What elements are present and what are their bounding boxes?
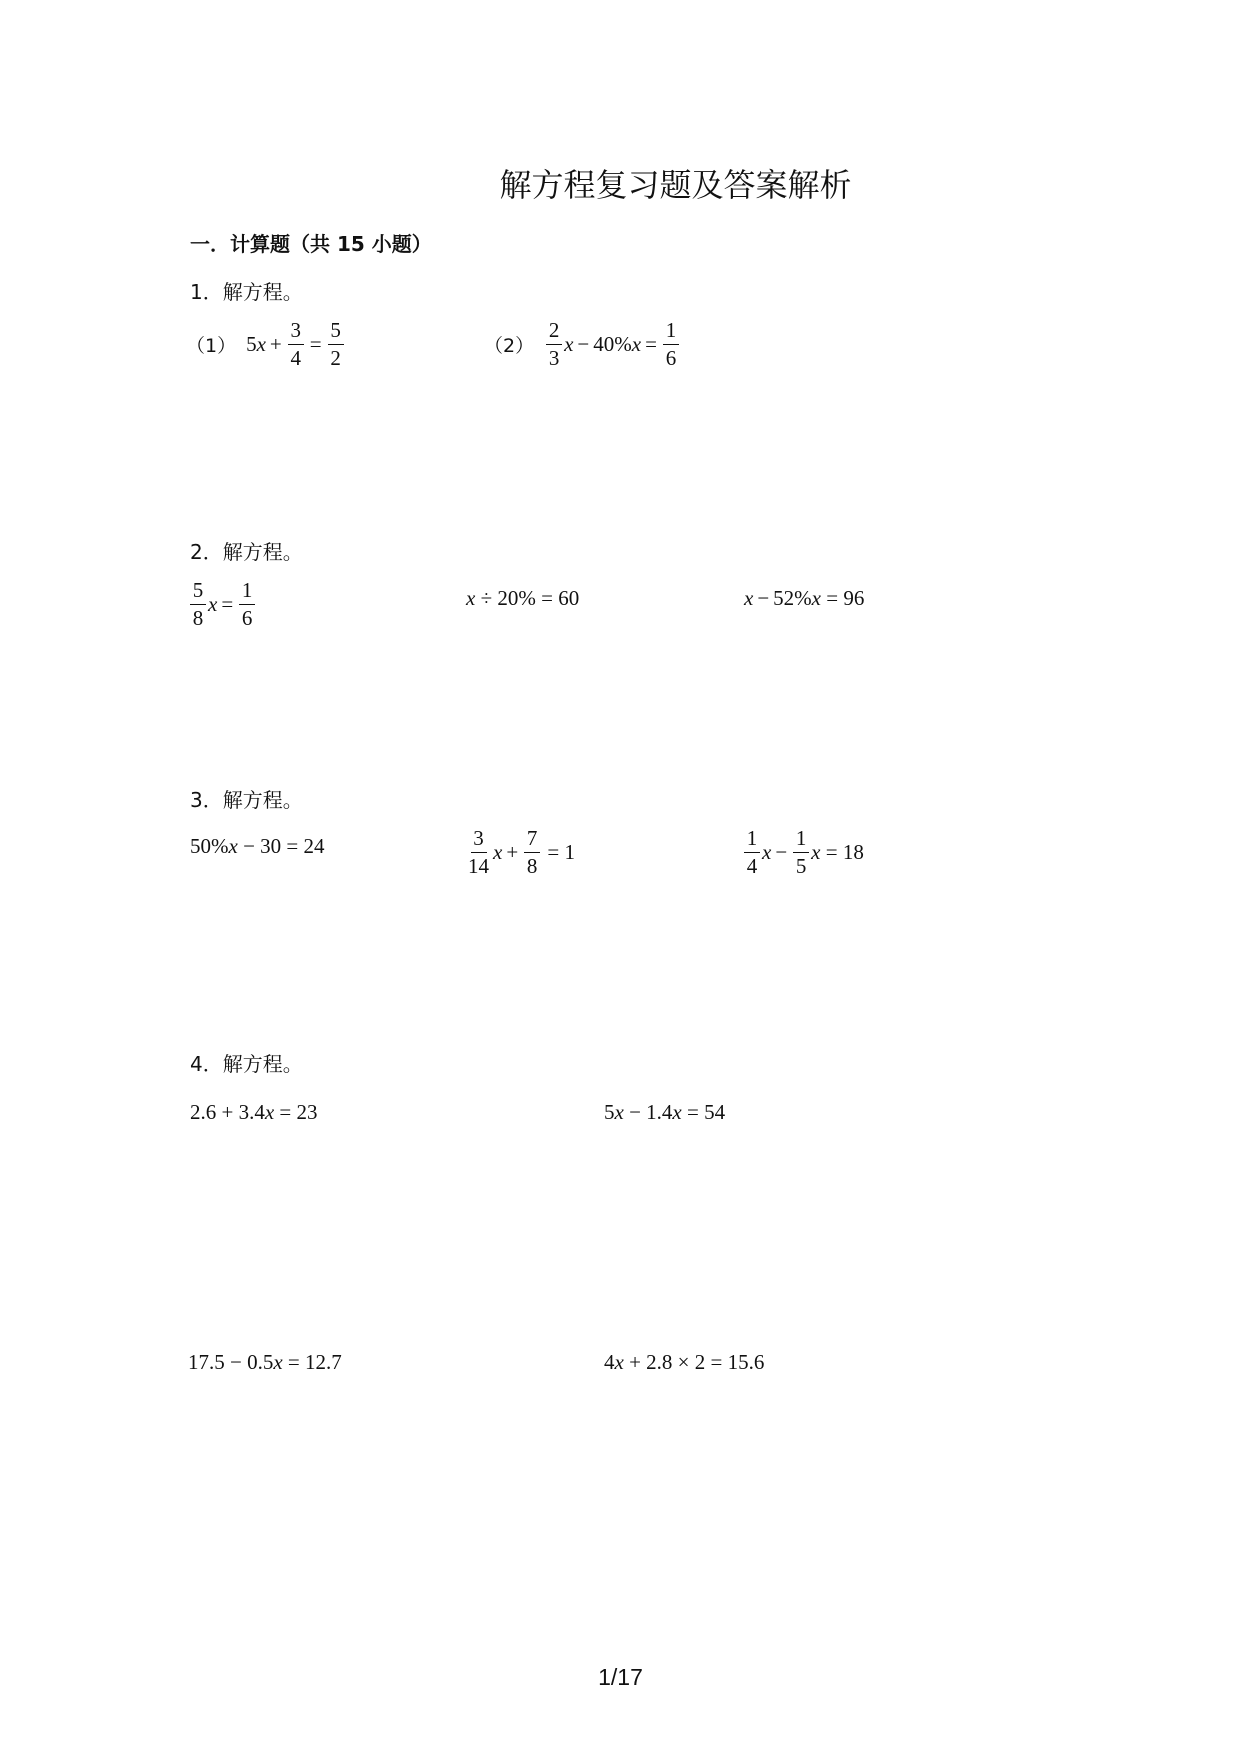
- denominator: 3: [548, 346, 560, 370]
- equation-part: 17.5 − 0.5: [188, 1350, 274, 1374]
- fraction: [328, 320, 344, 369]
- denominator: 6: [241, 606, 253, 630]
- equation-rest: = 54: [687, 1100, 726, 1124]
- variable: x: [273, 1350, 283, 1374]
- equation-rest: ÷ 20% = 60: [480, 586, 580, 610]
- question-3-equation-3: [742, 828, 864, 877]
- fraction: [546, 320, 562, 369]
- coefficient: 5: [246, 332, 257, 356]
- question-2-equation-2: [466, 586, 579, 611]
- fraction: [190, 580, 206, 629]
- fraction: [744, 828, 760, 877]
- variable: x: [744, 586, 754, 610]
- operator: =: [309, 332, 322, 356]
- question-4-equation-1: [190, 1100, 318, 1125]
- variable: x: [256, 332, 266, 356]
- percent: 52%: [773, 586, 812, 610]
- equation-part: 5: [604, 1100, 615, 1124]
- fraction: [524, 828, 540, 877]
- percent: 50%: [190, 834, 229, 858]
- variable: x: [672, 1100, 682, 1124]
- equation-rest: + 2.8 × 2 = 15.6: [629, 1350, 765, 1374]
- question-2-equation-1: [188, 580, 257, 629]
- variable: x: [228, 834, 238, 858]
- equation-part: − 1.4: [629, 1100, 673, 1124]
- section-heading: 一．计算题（共 15 小题）: [190, 232, 432, 256]
- equation-rest: = 23: [279, 1100, 318, 1124]
- operator: −: [757, 586, 770, 610]
- numerator: 1: [663, 320, 679, 345]
- question-1-heading: 1．解方程。: [190, 280, 303, 304]
- question-3-heading: 3．解方程。: [190, 788, 303, 812]
- equation-label: （2）: [484, 335, 535, 357]
- variable: x: [762, 840, 772, 864]
- variable: x: [614, 1100, 624, 1124]
- numerator: 1: [239, 580, 255, 605]
- numerator: 7: [524, 828, 540, 853]
- denominator: 8: [526, 854, 538, 878]
- variable: x: [564, 332, 574, 356]
- question-4-heading: 4．解方程。: [190, 1052, 303, 1076]
- numerator: 3: [288, 320, 304, 345]
- operator: −: [775, 840, 788, 864]
- numerator: 3: [471, 828, 487, 853]
- equation-rest: = 96: [826, 586, 865, 610]
- equation-part: 2.6 + 3.4: [190, 1100, 265, 1124]
- numerator: 5: [328, 320, 344, 345]
- equation-rest: = 1: [547, 840, 576, 864]
- variable: x: [631, 332, 642, 356]
- percent: 40%: [593, 332, 632, 356]
- denominator: 4: [746, 854, 758, 878]
- fraction: [663, 320, 679, 369]
- question-3-equation-1: [190, 834, 325, 859]
- question-4-equation-4: [604, 1350, 764, 1375]
- fraction: [239, 580, 255, 629]
- variable: x: [811, 586, 821, 610]
- numerator: 1: [793, 828, 809, 853]
- variable: x: [493, 840, 503, 864]
- operator: =: [221, 592, 234, 616]
- question-3-equation-2: [464, 828, 575, 877]
- question-4-equation-2: [604, 1100, 725, 1125]
- equation-rest: = 18: [825, 840, 864, 864]
- numerator: 2: [546, 320, 562, 345]
- numerator: 1: [744, 828, 760, 853]
- fraction: [793, 828, 809, 877]
- operator: =: [645, 332, 657, 356]
- question-1-equation-2: [484, 320, 681, 369]
- equation-rest: − 30 = 24: [243, 834, 325, 858]
- denominator: 4: [290, 346, 302, 370]
- page-number: 1/17: [598, 1664, 643, 1690]
- denominator: 8: [192, 606, 204, 630]
- variable: x: [466, 586, 476, 610]
- variable: x: [811, 840, 821, 864]
- question-2-heading: 2．解方程。: [190, 540, 303, 564]
- variable: x: [208, 592, 218, 616]
- denominator: 2: [330, 346, 341, 370]
- fraction: [288, 320, 304, 369]
- page-title: 解方程复习题及答案解析: [499, 166, 852, 204]
- denominator: 14: [468, 854, 489, 878]
- fraction: [466, 828, 491, 877]
- equation-part: 4: [604, 1350, 615, 1374]
- operator: +: [269, 332, 282, 356]
- variable: x: [264, 1100, 275, 1124]
- numerator: 5: [190, 580, 206, 605]
- variable: x: [614, 1350, 624, 1374]
- denominator: 5: [795, 854, 807, 878]
- question-1-equation-1: [186, 320, 346, 369]
- equation-rest: = 12.7: [287, 1350, 342, 1374]
- question-2-equation-3: [744, 586, 864, 611]
- question-4-equation-3: [188, 1350, 342, 1375]
- operator: +: [506, 840, 519, 864]
- operator: −: [577, 332, 590, 356]
- equation-label: （1）: [186, 335, 237, 357]
- denominator: 6: [665, 346, 677, 370]
